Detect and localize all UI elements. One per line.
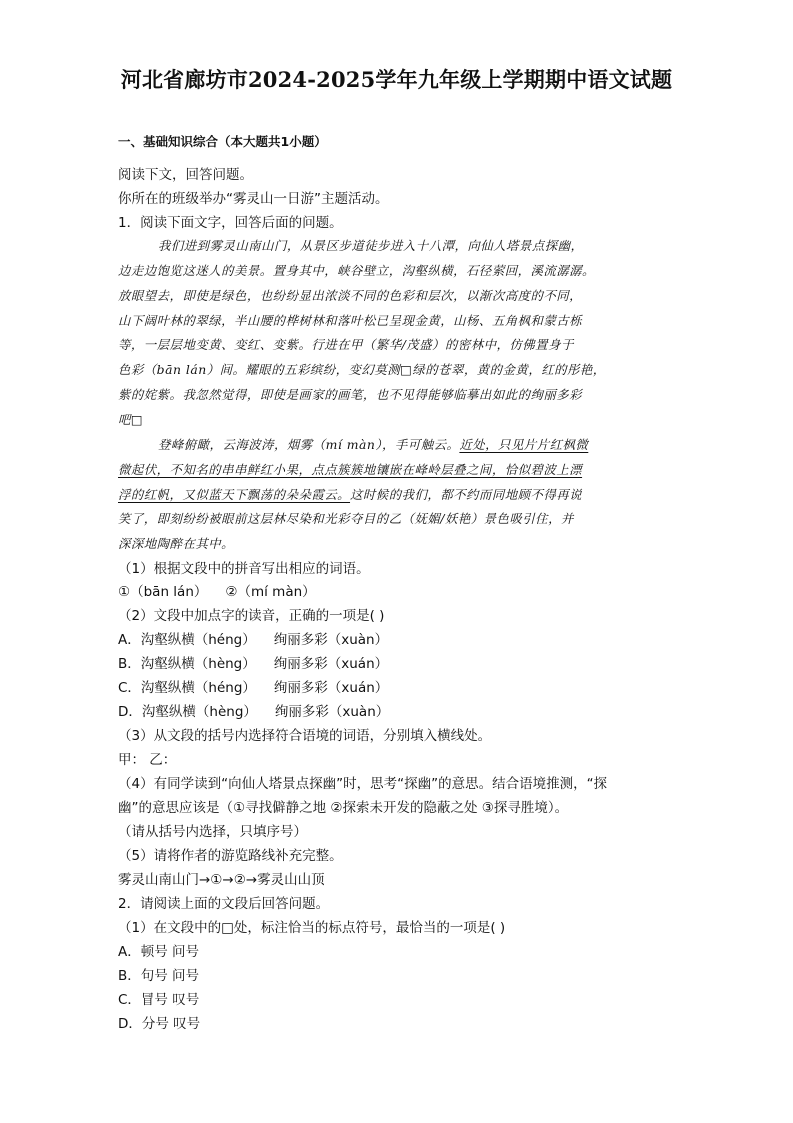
passage-line: 吧□ xyxy=(118,412,144,427)
option-label: C．沟壑纵横（héng） xyxy=(118,680,256,696)
option-d xyxy=(118,700,389,720)
intro-line-2: 你所在的班级举办“雾灵山一日游”主题活动。 xyxy=(118,191,389,207)
option-extra: 绚丽多彩（xuán） xyxy=(273,680,389,696)
option-label: A．沟壑纵横（héng） xyxy=(118,632,256,648)
subquestion-2-1: （1）在文段中的□处，标注恰当的标点符号，最恰当的一项是( ) xyxy=(118,920,506,936)
section-heading: 一、基础知识综合（本大题共1小题） xyxy=(118,134,327,149)
subquestion-1-1: （1）根据文段中的拼音写出相应的词语。 xyxy=(118,561,370,577)
option-c xyxy=(118,676,388,696)
passage-line: 我们进到雾灵山南山门，从景区步道徒步进入十八潭，向仙人塔景点探幽， xyxy=(158,238,584,253)
subquestion-1-3: （3）从文段的括号内选择符合语境的词语，分别填入横线处。 xyxy=(118,728,492,744)
underlined-text: 微起伏，不知名的串串鲜红小果，点点簇簇地镶嵌在峰岭层叠之间，恰似碧波上漂 xyxy=(118,462,583,477)
passage-line xyxy=(158,435,588,453)
intro-line-1: 阅读下文，回答问题。 xyxy=(118,167,253,183)
option-c: C．冒号 叹号 xyxy=(118,992,200,1008)
question-1-stem: 1．阅读下面文字，回答后面的问题。 xyxy=(118,215,343,231)
pinyin-answers xyxy=(118,580,316,600)
subquestion-1-2: （2）文段中加点字的读音，正确的一项是( ) xyxy=(118,608,385,624)
subquestion-1-4-line-3: （请从括号内选择，只填序号） xyxy=(118,824,307,840)
passage-text: 登峰俯瞰，云海波涛，烟雾（mí màn），手可触云。 xyxy=(158,437,460,452)
passage-line: 深深地陶醉在其中。 xyxy=(118,536,235,551)
passage-line: 紫的姹紫。我忽然觉得，即使是画家的画笔，也不见得能够临摹出如此的绚丽多彩 xyxy=(118,387,583,402)
pinyin-item-2: ②（mí màn） xyxy=(225,584,316,600)
pinyin-item-1: ①（bān lán） xyxy=(118,584,208,600)
passage-line: 等，一层层地变黄、变红、变紫。行进在甲（繁华/茂盛）的密林中，仿佛置身于 xyxy=(118,337,574,352)
option-b xyxy=(118,652,388,672)
option-label: D．沟壑纵横（hèng） xyxy=(118,704,257,720)
option-a xyxy=(118,628,388,648)
option-extra: 绚丽多彩（xuán） xyxy=(273,656,389,672)
page-title: 河北省廊坊市2024-2025学年九年级上学期期中语文试题 xyxy=(120,67,673,92)
passage-line: 色彩（bān lán）间。耀眼的五彩缤纷，变幻莫测□绿的苍翠，黄的金黄，红的彤艳， xyxy=(118,362,606,377)
subquestion-1-4-line-1: （4）有同学读到“向仙人塔景点探幽”时，思考“探幽”的意思。结合语境推测，“探 xyxy=(118,776,608,792)
passage-line: 放眼望去，即使是绿色，也纷纷显出浓淡不同的色彩和层次，以渐次高度的不同， xyxy=(118,288,583,303)
question-2-stem: 2．请阅读上面的文段后回答问题。 xyxy=(118,896,330,912)
option-label: B．沟壑纵横（hèng） xyxy=(118,656,256,672)
subquestion-1-4-line-2: 幽”的意思应该是（①寻找僻静之地 ②探索未开发的隐蔽之处 ③探寻胜境）。 xyxy=(118,800,569,816)
option-a: A．顿号 问号 xyxy=(118,944,200,960)
option-extra: 绚丽多彩（xuàn） xyxy=(273,632,389,648)
underlined-text: 近处，只见片片红枫微 xyxy=(459,437,589,452)
option-b: B．句号 问号 xyxy=(118,968,200,984)
passage-line: 笑了，即刻纷纷被眼前这层林尽染和光彩夺目的乙（妩媚/妖艳）景色吸引住，并 xyxy=(118,511,574,526)
passage-line xyxy=(118,485,582,503)
fill-answer-line: 甲： 乙： xyxy=(118,752,177,768)
passage-line: 边走边饱览这迷人的美景。置身其中，峡谷壁立，沟壑纵横，石径萦回，溪流潺潺。 xyxy=(118,263,595,278)
passage-line: 山下阔叶林的翠绿，半山腰的桦树林和落叶松已呈现金黄，山杨、五角枫和蒙古栎 xyxy=(118,313,583,328)
underlined-text: 浮的红帆，又似蓝天下飘荡的朵朵霞云。 xyxy=(118,487,351,502)
route-line: 雾灵山南山门→①→②→雾灵山山顶 xyxy=(118,872,325,888)
option-d: D．分号 叹号 xyxy=(118,1016,201,1032)
subquestion-1-5: （5）请将作者的游览路线补充完整。 xyxy=(118,848,343,864)
passage-text: 这时候的我们，都不约而同地顾不得再说 xyxy=(350,487,583,502)
passage-line xyxy=(118,460,582,478)
option-extra: 绚丽多彩（xuàn） xyxy=(274,704,390,720)
